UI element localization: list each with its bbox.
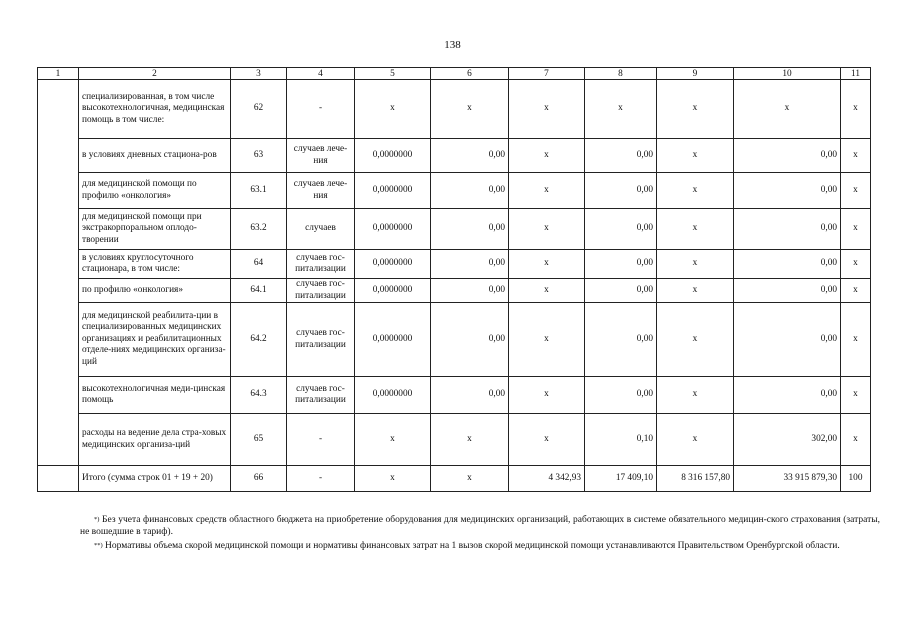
cell-c9: х [657,414,734,466]
table-row [38,414,871,466]
cell-c11: х [841,173,871,209]
column-number: 6 [431,68,509,80]
cell-c6: 0,00 [431,209,509,250]
column-number: 1 [38,68,79,80]
row-code: 65 [231,414,287,466]
row-name: для медицинской помощи по профилю «онкология» [79,173,231,209]
cell-c10: 0,00 [734,250,841,279]
row-code: 62 [231,80,287,139]
cell-c8: 0,00 [585,377,657,414]
cell-c7: х [509,279,585,303]
cell-c9: х [657,303,734,377]
row-code: 63 [231,139,287,173]
column-number: 8 [585,68,657,80]
row-unit: - [287,466,355,492]
row-code: 66 [231,466,287,492]
row-code: 63.1 [231,173,287,209]
cell-c10: 302,00 [734,414,841,466]
table-row [38,250,871,279]
column-number: 2 [79,68,231,80]
cell-c5: 0,0000000 [355,279,431,303]
row-name: по профилю «онкология» [79,279,231,303]
row-code: 64 [231,250,287,279]
row-unit: случаев [287,209,355,250]
table-row [38,209,871,250]
cell-c11: х [841,279,871,303]
column-number: 4 [287,68,355,80]
row-code: 64.1 [231,279,287,303]
data-table [37,67,871,492]
cell-c11: х [841,303,871,377]
cell-c6: 0,00 [431,250,509,279]
cell-c9: х [657,209,734,250]
cell-c5: 0,0000000 [355,173,431,209]
cell-c8: 0,00 [585,173,657,209]
cell-c5: х [355,466,431,492]
cell-c8: 0,00 [585,279,657,303]
cell-c7: 4 342,93 [509,466,585,492]
cell-c10: 33 915 879,30 [734,466,841,492]
row-name: для медицинской помощи при экстракорпоральном оплодо-творении [79,209,231,250]
cell-c9: х [657,377,734,414]
cell-c5: 0,0000000 [355,209,431,250]
row-name: для медицинской реабилита-ции в специализированных медицинских организациях и реабилитационных отделе-ниях медицинских организа-ций [79,303,231,377]
row-code: 64.2 [231,303,287,377]
table-row [38,80,871,139]
row-name: в условиях дневных стациона-ров [79,139,231,173]
page-number: 138 [444,39,461,51]
cell-c5: х [355,80,431,139]
cell-c10: х [734,80,841,139]
footnote-mark: **) [94,542,103,549]
row-unit: случаев гос-питализации [287,279,355,303]
cell-c11: х [841,414,871,466]
cell-c6: х [431,466,509,492]
cell-c5: 0,0000000 [355,377,431,414]
total-row [38,466,871,492]
cell-c5: 0,0000000 [355,303,431,377]
cell-c9: х [657,279,734,303]
cell-c5: 0,0000000 [355,250,431,279]
footnote-mark: *) [94,516,100,523]
cell-c10: 0,00 [734,303,841,377]
cell-c7: х [509,303,585,377]
cell-c9: х [657,250,734,279]
cell-c5: х [355,414,431,466]
cell-c11: х [841,80,871,139]
row-unit: случаев лече-ния [287,139,355,173]
cell-c8: 0,00 [585,209,657,250]
cell-c6: х [431,414,509,466]
cell-c7: х [509,414,585,466]
cell-c8: 0,10 [585,414,657,466]
row-unit: случаев лече-ния [287,173,355,209]
cell-c10: 0,00 [734,279,841,303]
cell-c7: х [509,80,585,139]
footnote [80,541,880,553]
cell-c7: х [509,377,585,414]
cell-c6: 0,00 [431,303,509,377]
cell-c6: 0,00 [431,377,509,414]
cell-c7: х [509,209,585,250]
cell-c10: 0,00 [734,139,841,173]
column-number-row [38,68,871,80]
cell-c11: 100 [841,466,871,492]
column-number: 3 [231,68,287,80]
cell-c6: х [431,80,509,139]
group-cell [38,80,79,466]
cell-c8: х [585,80,657,139]
table-row [38,279,871,303]
cell-c7: х [509,173,585,209]
group-cell [38,466,79,492]
cell-c6: 0,00 [431,173,509,209]
column-number: 5 [355,68,431,80]
row-name: высокотехнологичная меди-цинская помощь [79,377,231,414]
cell-c11: х [841,139,871,173]
row-unit: случаев гос-питализации [287,377,355,414]
row-code: 63.2 [231,209,287,250]
table-row [38,139,871,173]
cell-c10: 0,00 [734,209,841,250]
cell-c6: 0,00 [431,139,509,173]
column-number: 9 [657,68,734,80]
column-number: 11 [841,68,871,80]
row-unit: случаев гос-питализации [287,303,355,377]
column-number: 10 [734,68,841,80]
cell-c8: 17 409,10 [585,466,657,492]
row-name: расходы на ведение дела стра-ховых медицинских организа-ций [79,414,231,466]
cell-c10: 0,00 [734,173,841,209]
cell-c11: х [841,209,871,250]
cell-c8: 0,00 [585,303,657,377]
row-name: Итого (сумма строк 01 + 19 + 20) [79,466,231,492]
cell-c6: 0,00 [431,279,509,303]
table-row [38,173,871,209]
cell-c9: х [657,80,734,139]
cell-c8: 0,00 [585,250,657,279]
row-name: в условиях круглосуточного стационара, в том числе: [79,250,231,279]
cell-c10: 0,00 [734,377,841,414]
cell-c9: х [657,139,734,173]
row-unit: - [287,414,355,466]
cell-c5: 0,0000000 [355,139,431,173]
footnote [80,515,880,538]
table-row [38,377,871,414]
table-row [38,303,871,377]
cell-c7: х [509,250,585,279]
footnote-text: Нормативы объема скорой медицинской помощи и нормативы финансовых затрат на 1 вызов скорой медицинской помощи устанавливаются Правительством Оренбургской области. [105,541,840,551]
cell-c8: 0,00 [585,139,657,173]
row-unit: случаев гос-питализации [287,250,355,279]
row-name: специализированная, в том числе высокотехнологичная, медицинская помощь в том числе: [79,80,231,139]
row-code: 64.3 [231,377,287,414]
cell-c11: х [841,250,871,279]
row-unit: - [287,80,355,139]
column-number: 7 [509,68,585,80]
cell-c9: х [657,173,734,209]
cell-c7: х [509,139,585,173]
cell-c9: 8 316 157,80 [657,466,734,492]
footnote-text: Без учета финансовых средств областного бюджета на приобретение оборудования для медицинских организаций, работающих в системе обязательного медицин-ского страхования (затраты, не вошедшие в тариф). [80,515,881,537]
cell-c11: х [841,377,871,414]
